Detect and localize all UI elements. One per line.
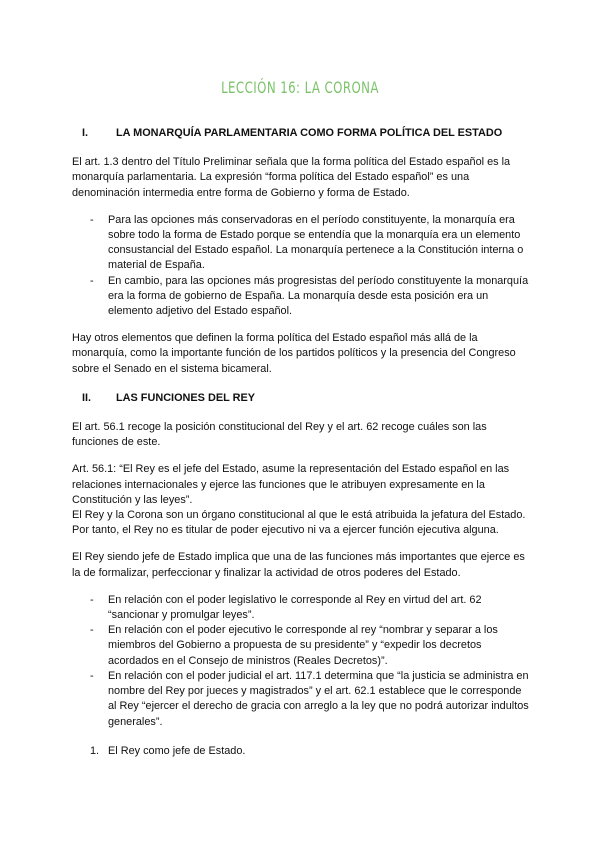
list-item — [72, 623, 532, 669]
section-title: LAS FUNCIONES DEL REY — [116, 391, 255, 404]
section-heading-2 — [72, 391, 532, 406]
item-number: 1. — [90, 744, 100, 757]
item-text: El Rey como jefe de Estado. — [108, 744, 246, 757]
paragraph: El art. 56.1 recoge la posición constitucional del Rey y el art. 62 recoge cuáles son las funciones de este. — [72, 421, 487, 449]
bullet-list — [72, 593, 532, 730]
dash-bullet: - — [90, 213, 94, 226]
list-item-text: En relación con el poder legislativo le corresponde al Rey en virtud del art. 62 “sancionar y promulgar leyes”. — [108, 593, 482, 622]
section-number: II. — [82, 391, 92, 404]
section-heading-1 — [72, 126, 532, 141]
paragraph: El Rey y la Corona son un órgano constitucional al que le está atribuida la jefatura del Estado. Por tanto, el Rey no es titular de poder ejecutivo ni va a ejercer función ejecutiva alguna. — [72, 509, 526, 537]
list-item-text: En relación con el poder ejecutivo le corresponde al rey “nombrar y separar a los miembros del Gobierno a propuesta de su presidente” y “expedir los decretos acordados en el Consejo de ministros (Reales Decretos)”. — [108, 624, 498, 667]
document-body — [72, 126, 532, 759]
list-item-text: En cambio, para las opciones más progresistas del período constituyente la monarquía era la forma de gobierno de España. La monarquía desde esta posición era un elemento adjetivo del Estado español. — [108, 274, 529, 318]
list-item — [72, 213, 532, 274]
numbered-item — [72, 744, 532, 759]
dash-bullet: - — [90, 669, 94, 682]
paragraph: El Rey siendo jefe de Estado implica que una de las funciones más importantes que ejerce es la de formalizar, perfeccionar y finalizar la actividad de otros poderes del Estado. — [72, 551, 525, 579]
bullet-list — [72, 213, 532, 319]
paragraph: Hay otros elementos que definen la forma política del Estado español más allá de la monarquía, como la importante función de los partidos políticos y la presencia del Congreso sobre el Senado en el sistema bicameral. — [72, 332, 516, 375]
section-title: LA MONARQUÍA PARLAMENTARIA COMO FORMA POLÍTICA DEL ESTADO — [116, 127, 503, 139]
dash-bullet: - — [90, 624, 94, 637]
quote-paragraph: Art. 56.1: “El Rey es el jefe del Estado, asume la representación del Estado español en las relaciones internacionales y ejerce las funciones que le atribuyen expresamente en la Constitución y las leyes”. — [72, 463, 510, 506]
list-item — [72, 593, 532, 623]
paragraph: El art. 1.3 dentro del Título Preliminar señala que la forma política del Estado español es la monarquía parlamentaria. La expresión “forma política del Estado español” es una denominación intermedia entre forma de Gobierno y forma de Estado. — [72, 156, 511, 199]
list-item — [72, 274, 532, 320]
list-item-text: En relación con el poder judicial el art. 117.1 determina que “la justicia se administra en nombre del Rey por jueces y magistrados” y el art. 62.1 establece que le corresponde al Rey “ejercer el derecho de gracia con arreglo a la ley que no podrá autorizar indultos generales”. — [108, 669, 529, 728]
list-item — [72, 669, 532, 730]
list-item-text: Para las opciones más conservadoras en el período constituyente, la monarquía era sobre todo la forma de Estado porque se entendía que la monarquía era un elemento consustancial del Estado español. La monarquía pertenece a la Constitución interna o material de España. — [108, 213, 524, 272]
dash-bullet: - — [90, 274, 94, 287]
dash-bullet: - — [90, 593, 94, 606]
document-title: LECCIÓN 16: LA CORONA — [221, 78, 379, 97]
section-number: I. — [82, 127, 89, 139]
